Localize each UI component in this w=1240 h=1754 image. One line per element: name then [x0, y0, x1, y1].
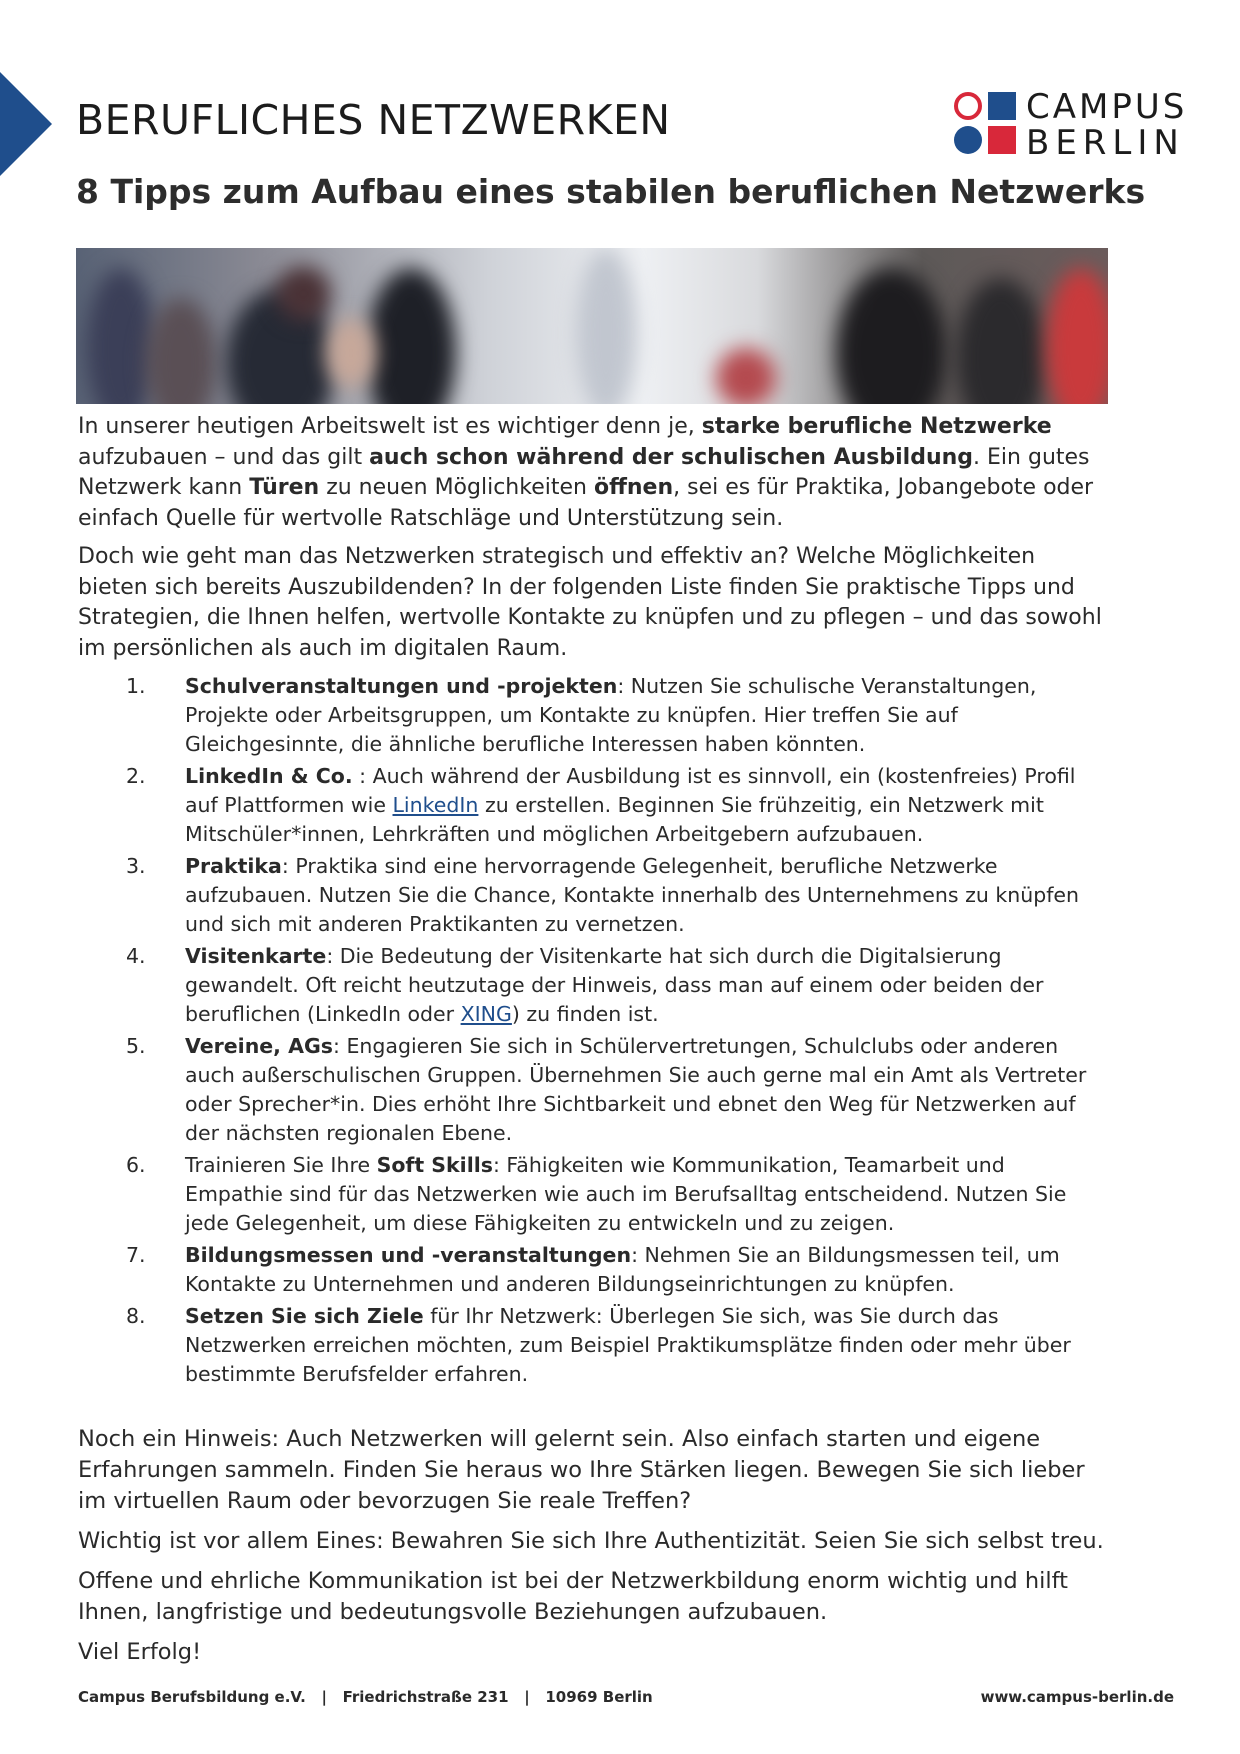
inline-link[interactable]: LinkedIn: [392, 793, 479, 817]
list-number: 6.: [126, 1153, 146, 1177]
list-text: [185, 1034, 1086, 1145]
text-segment: zu neuen Möglichkeiten: [319, 475, 594, 500]
text-segment: . Ein gutes Netzwerk kann: [78, 444, 1090, 500]
footer-website-link[interactable]: www.campus-berlin.de: [980, 1688, 1174, 1706]
list-number: 8.: [126, 1304, 146, 1328]
list-text: [185, 764, 1075, 846]
bold-text: Soft Skills: [376, 1153, 493, 1177]
list-text: [185, 674, 1036, 756]
list-number: 7.: [126, 1243, 146, 1267]
text-segment: : Praktika sind eine hervorragende Gelegenheit, berufliche Netzwerke aufzubauen. Nutzen Sie die Chance, Kontakte innerhalb des Unternehmens zu knüpfen und sich mit anderen Praktikanten zu vernetzen.: [185, 854, 1080, 936]
list-number: 1.: [126, 674, 146, 698]
list-number: 4.: [126, 944, 146, 968]
intro-paragraph: [78, 542, 1108, 664]
text-segment: , sei es für Praktika, Jobangebote oder einfach Quelle für wertvolle Ratschläge und Unterstützung sein.: [78, 475, 1094, 531]
text-segment: In unserer heutigen Arbeitswelt ist es wichtiger denn je,: [78, 414, 702, 439]
bold-text: Visitenkarte: [185, 944, 327, 968]
list-item: [78, 852, 1108, 939]
list-text: [185, 944, 1043, 1026]
page-footer: [78, 1688, 1174, 1706]
networking-photo-banner: [76, 248, 1108, 404]
list-item: [78, 942, 1108, 1029]
list-text: [185, 854, 1079, 936]
bold-text: starke berufliche Netzwerke: [701, 414, 1052, 439]
bold-text: Setzen Sie sich Ziele: [185, 1304, 424, 1328]
list-item: [78, 1241, 1108, 1299]
text-segment: : Die Bedeutung der Visitenkarte hat sich durch die Digitalsierung gewandelt. Oft reicht heutzutage der Hinweis, dass man auf einem oder beiden der beruflichen (LinkedIn oder: [185, 944, 1044, 1026]
footer-address: Campus Berufsbildung e.V. | Friedrichstraße 231 | 10969 Berlin: [78, 1688, 653, 1706]
tips-list: [78, 672, 1108, 1389]
text-segment: : Nutzen Sie schulische Veranstaltungen, Projekte oder Arbeitsgruppen, um Kontakte zu knüpfen. Hier treffen Sie auf Gleichgesinnte, die ähnliche berufliche Interessen haben könnten.: [185, 674, 1037, 756]
text-segment: aufzubauen – und das gilt: [78, 444, 370, 470]
text-segment: : Nehmen Sie an Bildungsmessen teil, um Kontakte zu Unternehmen und anderen Bildungseinrichtungen zu knüpfen.: [185, 1243, 1060, 1296]
list-item: [78, 672, 1108, 759]
text-segment: ) zu finden ist.: [511, 1002, 659, 1026]
text-segment: Doch wie geht man das Netzwerken strategisch und effektiv an? Welche Möglichkeiten bieten sich bereits Auszubildenden? In der folgenden Liste finden Sie praktische Tipps und Strategien, die Ihnen helfen, wertvolle Kontakte zu knüpfen und zu pflegen – und das sowohl im persönlichen als auch im digitalen Raum.: [78, 544, 1102, 661]
bold-text: öffnen: [593, 475, 674, 500]
page-subtitle: 8 Tipps zum Aufbau eines stabilen beruflichen Netzwerks: [76, 172, 1146, 211]
corner-arrow-icon: [0, 72, 52, 176]
outro-paragraph: Noch ein Hinweis: Auch Netzwerken will gelernt sein. Also einfach starten und eigene Erfahrungen sammeln. Finden Sie heraus wo Ihre Stärken liegen. Bewegen Sie sich lieber im virtuellen Raum oder bevorzugen Sie reale Treffen?: [78, 1426, 1085, 1514]
outro-paragraph: Wichtig ist vor allem Eines: Bewahren Sie sich Ihre Authentizität. Seien Sie sich selbst treu.: [78, 1528, 1104, 1554]
logo-shapes-icon: [954, 92, 1018, 156]
text-segment: Trainieren Sie Ihre: [185, 1153, 377, 1177]
list-text: [185, 1304, 1071, 1386]
bold-text: Türen: [249, 475, 320, 500]
inline-link[interactable]: XING: [460, 1002, 512, 1026]
outro-section: [78, 1424, 1108, 1677]
bold-text: Bildungsmessen und -veranstaltungen: [185, 1243, 632, 1267]
bold-text: Praktika: [185, 854, 282, 878]
bold-text: Schulveranstaltungen und -projekten: [185, 674, 618, 698]
page-header-title: BERUFLICHES NETZWERKEN: [76, 96, 671, 144]
list-item: [78, 1151, 1108, 1238]
bold-text: auch schon während der schulischen Ausbildung: [369, 444, 974, 470]
text-segment: : Fähigkeiten wie Kommunikation, Teamarbeit und Empathie sind für das Netzwerken wie auch im Berufsalltag entscheidend. Nutzen Sie jede Gelegenheit, um diese Fähigkeiten zu entwickeln und zu zeigen.: [185, 1153, 1067, 1235]
intro-paragraph: [78, 412, 1108, 534]
outro-closing: Viel Erfolg!: [78, 1639, 202, 1665]
text-segment: zu erstellen. Beginnen Sie frühzeitig, ein Netzwerk mit Mitschüler*innen, Lehrkräften und möglichen Arbeitgebern aufzubauen.: [185, 793, 1044, 846]
list-item: [78, 762, 1108, 849]
bold-text: Vereine, AGs: [185, 1034, 334, 1058]
text-segment: : Auch während der Ausbildung ist es sinnvoll, ein (kostenfreies) Profil auf Plattformen wie: [185, 764, 1076, 817]
campus-berlin-logo: [954, 87, 1188, 163]
text-segment: : Engagieren Sie sich in Schülervertretungen, Schulclubs oder anderen auch außerschulischen Gruppen. Übernehmen Sie auch gerne mal ein Amt als Vertreter oder Sprecher*in. Dies erhöht Ihre Sichtbarkeit und ebnet den Weg für Netzwerken auf der nächsten regionalen Ebene.: [185, 1034, 1087, 1145]
bold-text: LinkedIn & Co.: [185, 764, 353, 788]
list-item: [78, 1032, 1108, 1148]
outro-paragraph: Offene und ehrliche Kommunikation ist bei der Netzwerkbildung enorm wichtig und hilft Ihnen, langfristige und bedeutungsvolle Beziehungen aufzubauen.: [78, 1568, 1068, 1625]
list-text: [185, 1243, 1060, 1296]
main-content: [78, 412, 1108, 1392]
text-segment: für Ihr Netzwerk: Überlegen Sie sich, was Sie durch das Netzwerken erreichen möchten, zum Beispiel Praktikumsplätze finden oder mehr über bestimmte Berufsfelder erfahren.: [185, 1304, 1071, 1386]
list-text: [185, 1153, 1066, 1235]
logo-text-campus: CAMPUS: [1026, 87, 1188, 127]
logo-text-berlin: BERLIN: [1026, 123, 1185, 163]
list-item: [78, 1302, 1108, 1389]
list-number: 3.: [126, 854, 146, 878]
list-number: 2.: [126, 764, 146, 788]
list-number: 5.: [126, 1034, 146, 1058]
